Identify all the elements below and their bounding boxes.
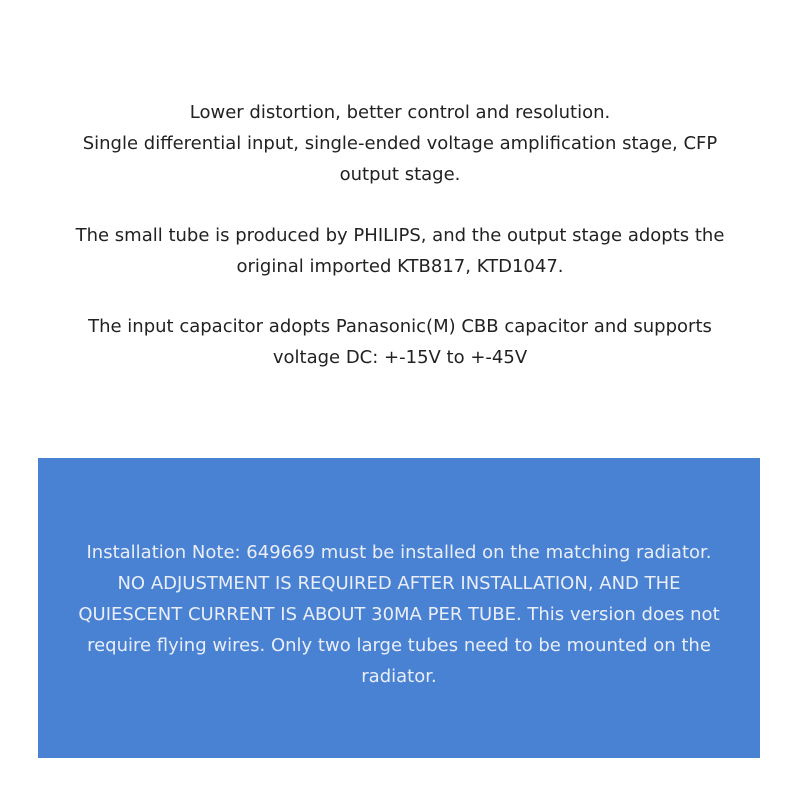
text-line: NO ADJUSTMENT IS REQUIRED AFTER INSTALLATION, AND THE	[117, 573, 681, 594]
text-line: original imported KTB817, KTD1047.	[236, 256, 564, 277]
text-line: The small tube is produced by PHILIPS, and the output stage adopts the	[75, 225, 725, 246]
text-line: Installation Note: 649669 must be installed on the matching radiator.	[86, 542, 712, 563]
text-line: output stage.	[339, 164, 461, 185]
installation-note-text	[38, 537, 760, 692]
text-line: radiator.	[361, 666, 437, 687]
feature-paragraph-components	[0, 220, 800, 282]
text-line: Lower distortion, better control and resolution.	[189, 102, 611, 123]
text-line: require flying wires. Only two large tubes need to be mounted on the	[87, 635, 711, 656]
text-line: The input capacitor adopts Panasonic(M) CBB capacitor and supports	[88, 316, 712, 337]
text-line: Single differential input, single-ended voltage amplification stage, CFP	[82, 133, 718, 154]
installation-note-box	[38, 458, 760, 758]
feature-paragraph-capacitor	[0, 311, 800, 373]
text-line: QUIESCENT CURRENT IS ABOUT 30MA PER TUBE. This version does not	[78, 604, 720, 625]
feature-paragraph-performance	[0, 97, 800, 190]
text-line: voltage DC: +-15V to +-45V	[272, 347, 528, 368]
